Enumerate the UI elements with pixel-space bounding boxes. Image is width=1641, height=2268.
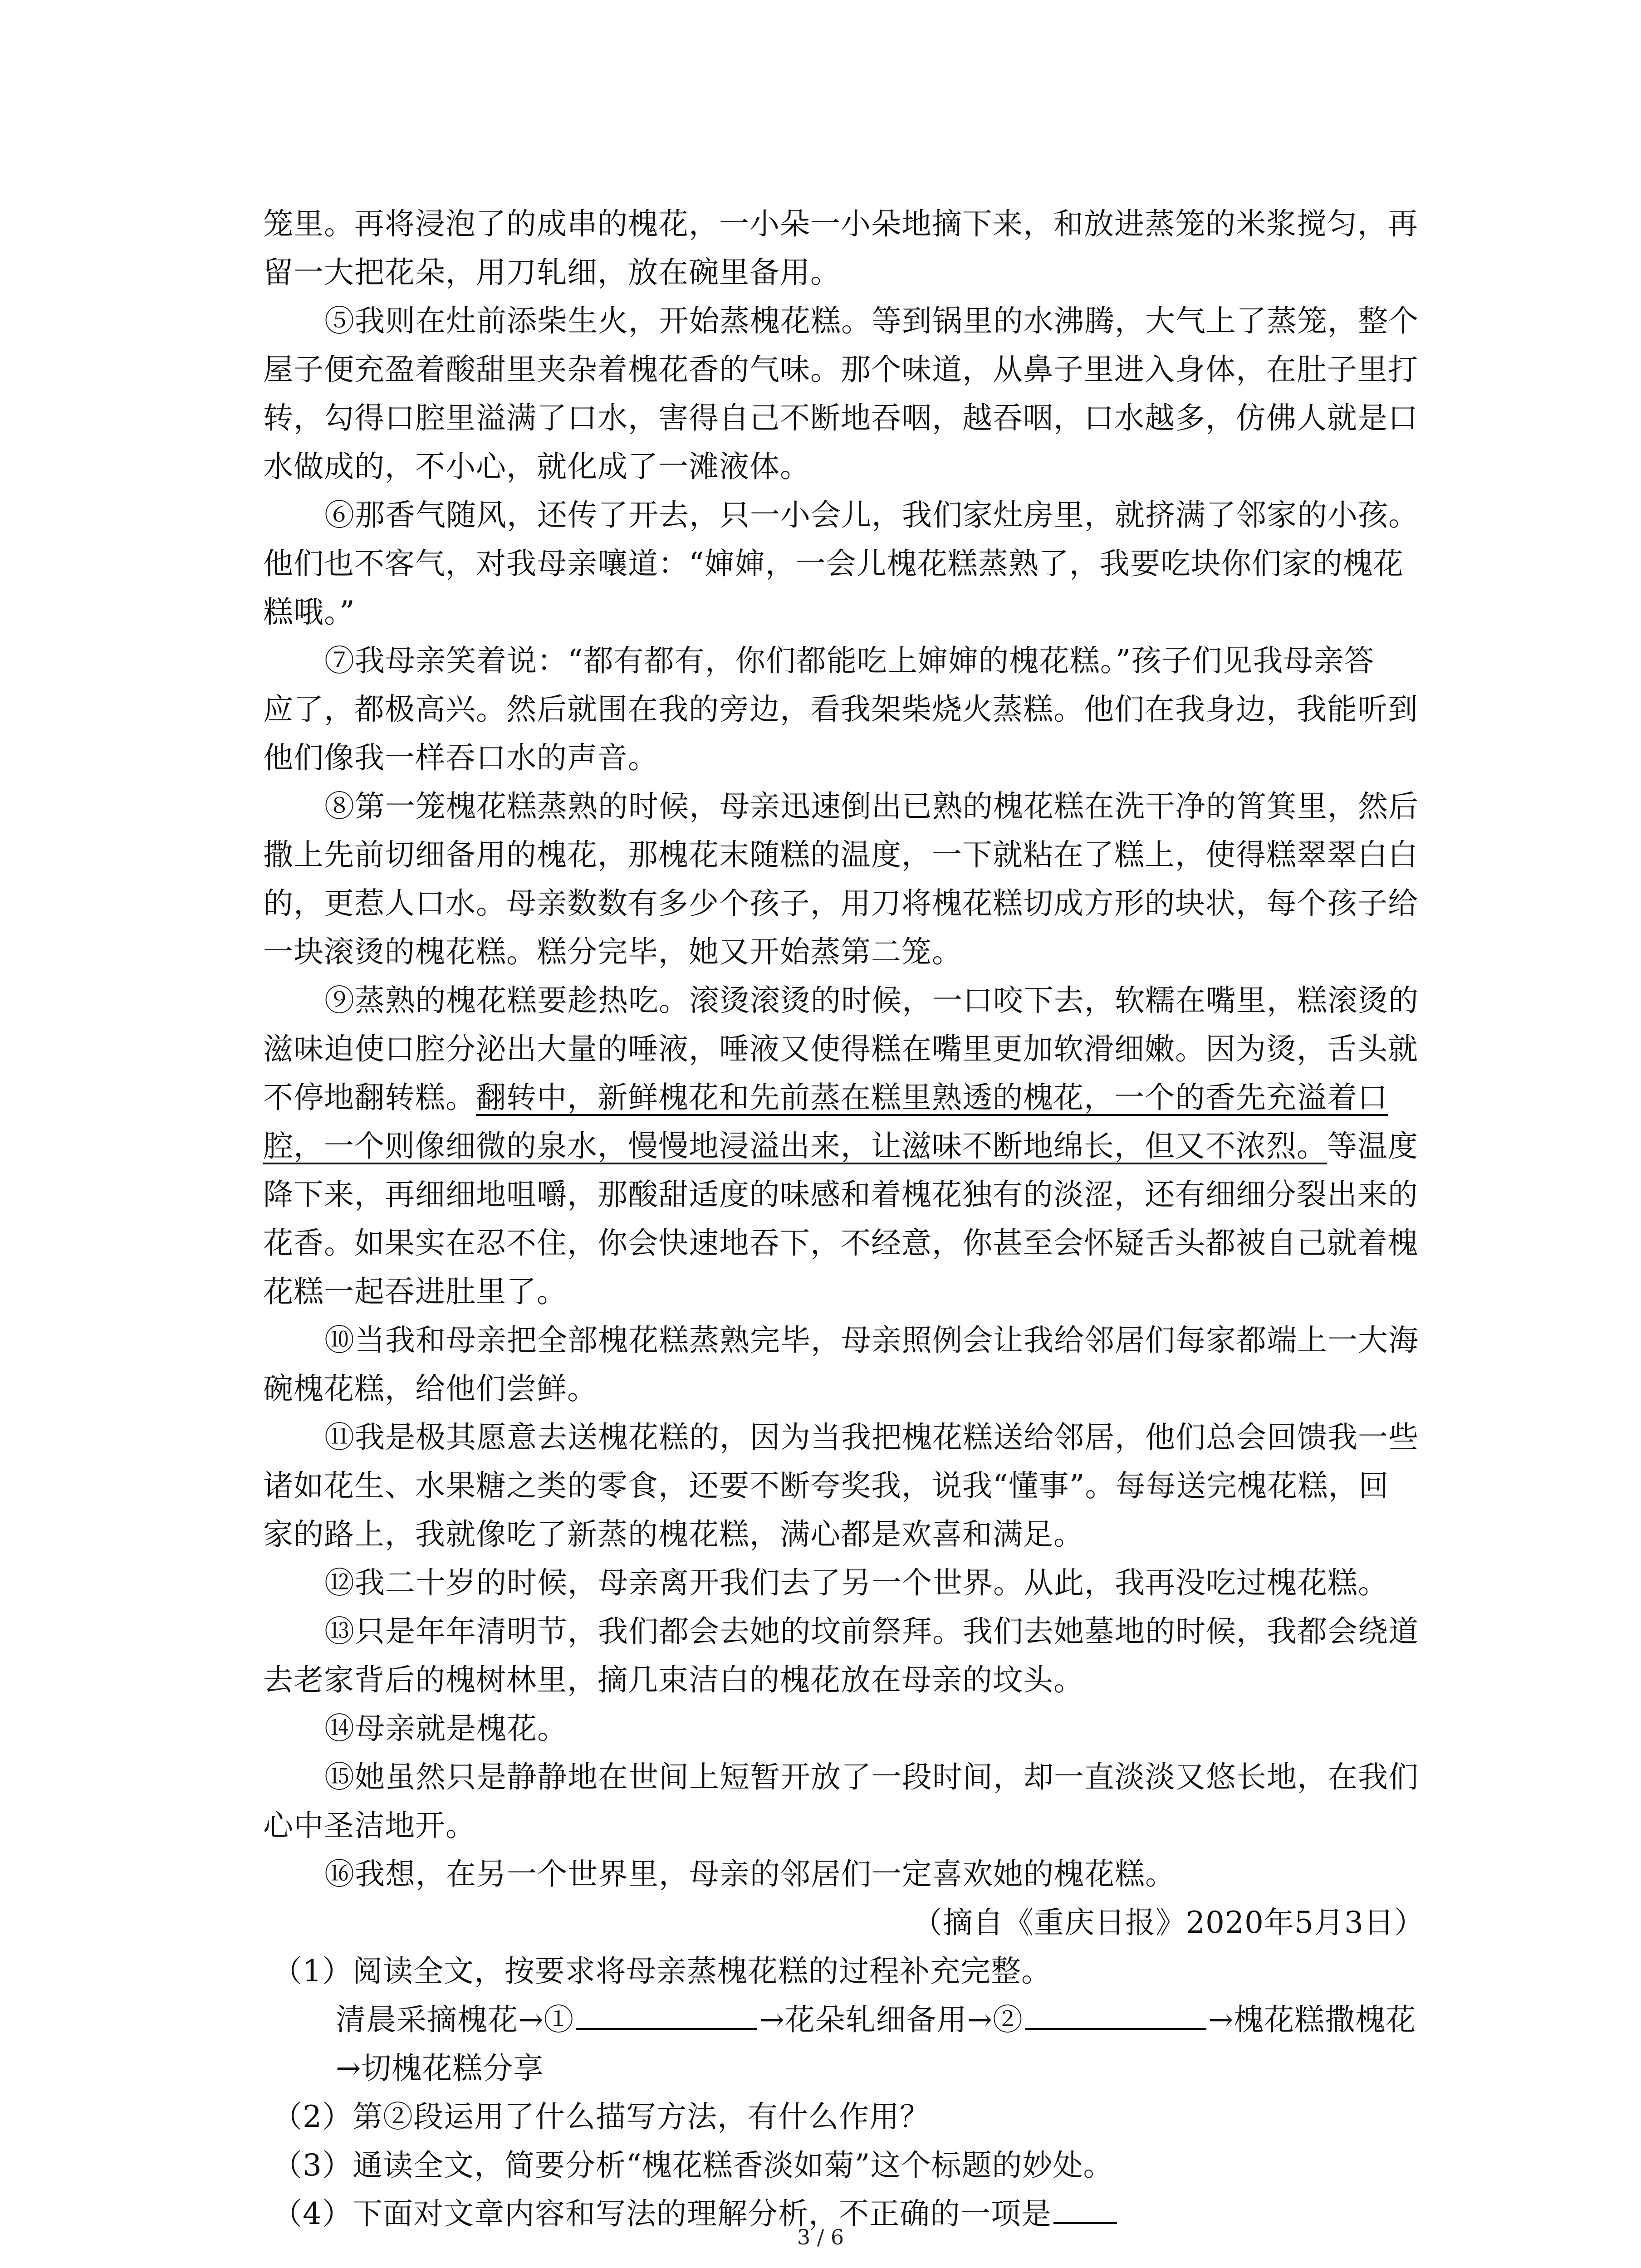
- text-line: 一块滚烫的槐花糕。糕分完毕，她又开始蒸第二笼。: [263, 934, 962, 969]
- question-text: （1）阅读全文，按要求将母亲蒸槐花糕的过程补充完整。: [272, 1954, 1052, 1989]
- source-citation: （摘自《重庆日报》2020年5月3日）: [912, 1905, 1425, 1940]
- paragraph-5: [263, 297, 1425, 491]
- text-line: 花糕一起吞进肚里了。: [263, 1274, 567, 1309]
- text-line: 碗槐花糕，给他们尝鲜。: [263, 1371, 598, 1406]
- text-line: 去老家背后的槐树林里，摘几束洁白的槐花放在母亲的坟头。: [263, 1662, 1084, 1697]
- flow-step: 清晨采摘槐花→①: [336, 2002, 574, 2037]
- text-line: 水做成的，不小心，就化成了一滩液体。: [263, 449, 810, 484]
- text-line: ⑦我母亲笑着说：“都有都有，你们都能吃上婶婶的槐花糕。”孩子们见我母亲答: [324, 643, 1375, 678]
- answer-blank-1[interactable]: [576, 2001, 757, 2030]
- text-line: 应了，都极高兴。然后就围在我的旁边，看我架柴烧火蒸糕。他们在我身边，我能听到: [263, 692, 1418, 727]
- text-line: 屋子便充盈着酸甜里夹杂着槐花香的气味。那个味道，从鼻子里进入身体，在肚子里打: [263, 352, 1418, 387]
- text-segment: 不停地翻转糕。: [263, 1080, 476, 1115]
- text-line: ⑯我想，在另一个世界里，母亲的邻居们一定喜欢她的槐花糕。: [324, 1857, 1176, 1892]
- answer-blank-choice[interactable]: [1053, 2195, 1117, 2224]
- answer-blank-2[interactable]: [1025, 2001, 1206, 2030]
- text-line: ⑤我则在灶前添柴生火，开始蒸槐花糕。等到锅里的水沸腾，大气上了蒸笼，整个: [324, 303, 1419, 338]
- question-2: （2）第②段运用了什么描写方法，有什么作用？: [272, 2099, 930, 2134]
- text-line: ⑧第一笼槐花糕蒸熟的时候，母亲迅速倒出已熟的槐花糕在洗干净的筲箕里，然后: [324, 789, 1419, 824]
- flow-step: →槐花糕撒槐花: [1208, 2002, 1416, 2037]
- text-line: 他们也不客气，对我母亲嚷道：“婶婶，一会儿槐花糕蒸熟了，我要吃块你们家的槐花: [263, 546, 1404, 581]
- text-line: 诸如花生、水果糖之类的零食，还要不断夸奖我，说我“懂事”。每每送完槐花糕，回: [263, 1468, 1389, 1503]
- paragraph-16: [263, 1850, 1425, 1898]
- text-line: ⑨蒸熟的槐花糕要趁热吃。滚烫滚烫的时候，一口咬下去，软糯在嘴里，糕滚烫的: [324, 983, 1419, 1018]
- text-line: ⑪我是极其愿意去送槐花糕的，因为当我把槐花糕送给邻居，他们总会回馈我一些: [324, 1420, 1419, 1455]
- text-segment: 等温度: [1327, 1129, 1418, 1163]
- paragraph-6: [263, 491, 1425, 636]
- paragraph-14: [263, 1704, 1425, 1753]
- text-line: 滋味迫使口腔分泌出大量的唾液，唾液又使得糕在嘴里更加软滑细嫩。因为烫，舌头就: [263, 1031, 1418, 1066]
- text-line: ⑬只是年年清明节，我们都会去她的坟前祭拜。我们去她墓地的时候，我都会绕道: [324, 1614, 1419, 1649]
- text-line: 的，更惹人口水。母亲数数有多少个孩子，用刀将槐花糕切成方形的块状，每个孩子给: [263, 886, 1418, 921]
- text-line: 家的路上，我就像吃了新蒸的槐花糕，满心都是欢喜和满足。: [263, 1517, 1084, 1552]
- text-line: 他们像我一样吞口水的声音。: [263, 740, 658, 775]
- text-line: 心中圣洁地开。: [263, 1808, 476, 1843]
- underlined-sentence: 腔，一个则像细微的泉水，慢慢地浸溢出来，让滋味不断地绵长，但又不浓烈。: [263, 1129, 1327, 1163]
- page-number: 3 / 6: [797, 2225, 844, 2249]
- paragraph-intro: [263, 200, 1425, 297]
- paragraph-9: [263, 976, 1425, 1316]
- text-line: 糕哦。”: [263, 595, 355, 630]
- flow-step: →花朵轧细备用→②: [759, 2002, 1023, 2037]
- text-line: 笼里。再将浸泡了的成串的槐花，一小朵一小朵地摘下来，和放进蒸笼的米浆搅匀，再: [263, 206, 1418, 241]
- underlined-sentence: 翻转中，新鲜槐花和先前蒸在糕里熟透的槐花，一个的香先充溢着口: [476, 1080, 1388, 1115]
- text-line: ⑥那香气随风，还传了开去，只一小会儿，我们家灶房里，就挤满了邻家的小孩。: [324, 498, 1419, 533]
- text-line: [263, 1073, 1425, 1122]
- text-line: 留一大把花朵，用刀轧细，放在碗里备用。: [263, 255, 841, 290]
- paragraph-10: [263, 1316, 1425, 1413]
- text-line: 撒上先前切细备用的槐花，那槐花末随糕的温度，一下就粘在了糕上，使得糕翠翠白白: [263, 837, 1418, 872]
- paragraph-12: [263, 1559, 1425, 1607]
- text-line: 转，勾得口腔里溢满了口水，害得自己不断地吞咽，越吞咽，口水越多，仿佛人就是口: [263, 401, 1418, 435]
- paragraph-15: [263, 1753, 1425, 1850]
- text-line: [263, 1122, 1425, 1170]
- process-flow: [263, 1995, 1425, 2044]
- question-1: [263, 1947, 1425, 2092]
- document-body: [263, 200, 1425, 2238]
- text-line: ⑭母亲就是槐花。: [324, 1711, 568, 1746]
- question-text: （4）下面对文章内容和写法的理解分析，不正确的一项是: [272, 2196, 1052, 2231]
- process-flow: →切槐花糕分享: [336, 2051, 544, 2086]
- paragraph-7: [263, 636, 1425, 782]
- text-line: 花香。如果实在忍不住，你会快速地吞下，不经意，你甚至会怀疑舌头都被自己就着槐: [263, 1226, 1418, 1261]
- paragraph-8: [263, 782, 1425, 976]
- text-line: ⑮她虽然只是静静地在世间上短暂开放了一段时间，却一直淡淡又悠长地，在我们: [324, 1760, 1419, 1794]
- text-line: 降下来，再细细地咀嚼，那酸甜适度的味感和着槐花独有的淡涩，还有细细分裂出来的: [263, 1177, 1418, 1212]
- text-line: ⑫我二十岁的时候，母亲离开我们去了另一个世界。从此，我再没吃过槐花糕。: [324, 1565, 1388, 1600]
- text-line: ⑩当我和母亲把全部槐花糕蒸熟完毕，母亲照例会让我给邻居们每家都端上一大海: [324, 1323, 1419, 1358]
- paragraph-11: [263, 1413, 1425, 1559]
- question-3: （3）通读全文，简要分析“槐花糕香淡如菊”这个标题的妙处。: [272, 2148, 1114, 2183]
- paragraph-13: [263, 1607, 1425, 1704]
